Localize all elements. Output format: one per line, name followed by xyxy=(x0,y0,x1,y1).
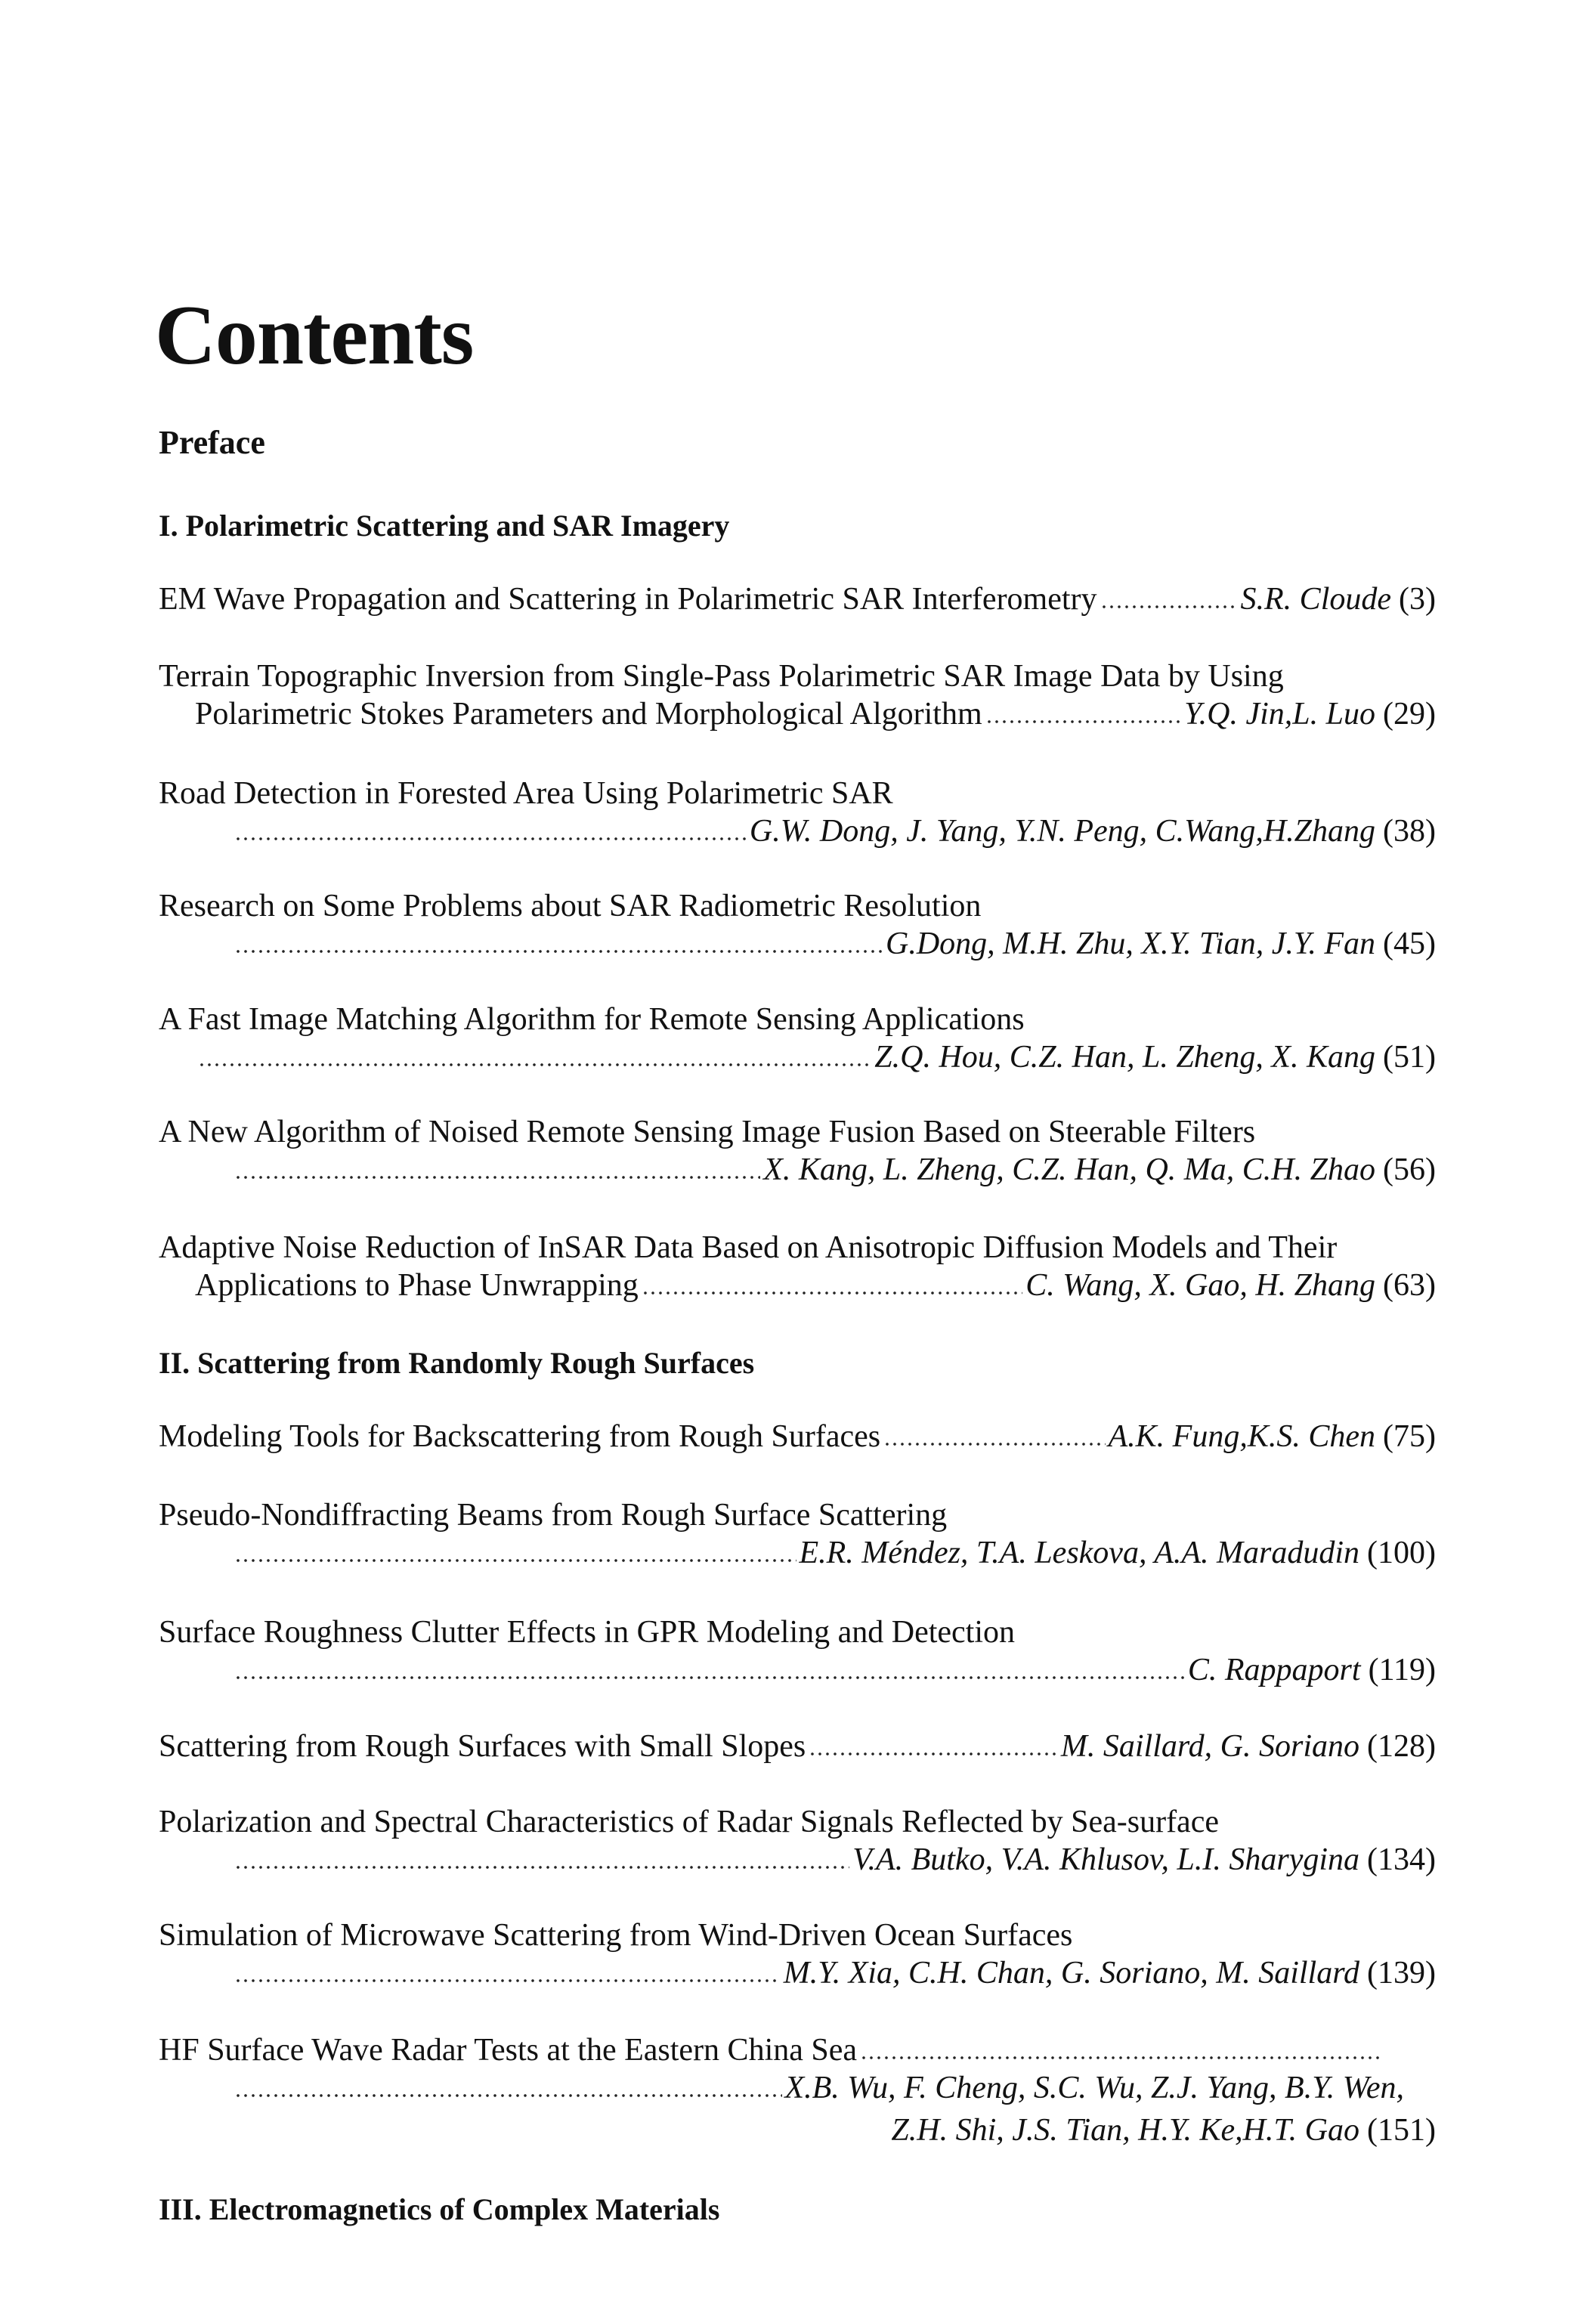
entry-title: EM Wave Propagation and Scattering in Polarimetric SAR Interferometry xyxy=(159,582,1097,617)
entry-page: (151) xyxy=(1367,2113,1436,2148)
dot-leader xyxy=(809,1752,1058,1756)
entry-page: (63) xyxy=(1383,1268,1436,1303)
section-heading: II. Scattering from Randomly Rough Surfaces xyxy=(159,1346,755,1380)
entry-authors: X.B. Wu, F. Cheng, S.C. Wu, Z.J. Yang, B.Y. Wen, xyxy=(784,2071,1404,2105)
entry-authors: S.R. Cloude xyxy=(1240,582,1392,617)
dot-leader xyxy=(985,719,1182,724)
entry-page: (119) xyxy=(1368,1653,1436,1687)
dot-leader xyxy=(234,1978,781,1983)
entry-authors: Y.Q. Jin,L. Luo xyxy=(1184,697,1376,732)
toc-entry xyxy=(159,887,1436,963)
toc-entry xyxy=(159,775,1436,850)
entry-title: Road Detection in Forested Area Using Polarimetric SAR xyxy=(159,776,893,811)
entry-authors: G.Dong, M.H. Zhu, X.Y. Tian, J.Y. Fan xyxy=(886,926,1376,961)
entry-authors: M.Y. Xia, C.H. Chan, G. Soriano, M. Saillard xyxy=(783,1956,1360,1991)
entry-title: Research on Some Problems about SAR Radiometric Resolution xyxy=(159,889,982,923)
entry-title: HF Surface Wave Radar Tests at the Eastern China Sea xyxy=(159,2033,858,2068)
toc-entry xyxy=(159,1113,1436,1189)
preface-heading: Preface xyxy=(159,424,265,461)
entry-title: Simulation of Microwave Scattering from Wind-Driven Ocean Surfaces xyxy=(159,1918,1073,1953)
entry-page: (3) xyxy=(1399,582,1436,617)
dot-leader xyxy=(234,1558,796,1563)
entry-authors: G.W. Dong, J. Yang, Y.N. Peng, C.Wang,H.Zhang xyxy=(749,814,1376,849)
entry-page: (29) xyxy=(1383,697,1436,732)
toc-entry xyxy=(159,1496,1436,1572)
section-heading: I. Polarimetric Scattering and SAR Imagery xyxy=(159,509,730,543)
entry-authors: A.K. Fung,K.S. Chen xyxy=(1108,1419,1376,1454)
toc-entry xyxy=(159,1803,1436,1879)
entry-page: (134) xyxy=(1367,1842,1436,1877)
toc-entry xyxy=(159,1229,1436,1304)
entry-title-cont: Applications to Phase Unwrapping xyxy=(195,1268,639,1303)
dot-leader xyxy=(234,837,747,841)
dot-leader xyxy=(860,2056,1380,2060)
entry-page: (128) xyxy=(1367,1729,1436,1764)
entry-page: (38) xyxy=(1383,814,1436,849)
dot-leader xyxy=(1100,605,1238,609)
toc-entry xyxy=(159,1001,1436,1076)
dot-leader xyxy=(234,949,883,954)
toc-entry xyxy=(159,1728,1436,1765)
toc-entry xyxy=(159,1418,1436,1455)
entry-title: Modeling Tools for Backscattering from Rough Surfaces xyxy=(159,1419,881,1454)
entry-title: Terrain Topographic Inversion from Single-Pass Polarimetric SAR Image Data by Using xyxy=(159,659,1284,694)
dot-leader xyxy=(642,1291,1022,1295)
entry-authors: Z.Q. Hou, C.Z. Han, L. Zheng, X. Kang xyxy=(874,1040,1376,1075)
entry-title: Polarization and Spectral Characteristics of Radar Signals Reflected by Sea-surface xyxy=(159,1805,1219,1839)
entry-title: Surface Roughness Clutter Effects in GPR Modeling and Detection xyxy=(159,1615,1016,1650)
toc-entry xyxy=(159,1613,1436,1689)
entry-page: (51) xyxy=(1383,1040,1436,1075)
entry-page: (56) xyxy=(1383,1152,1436,1187)
entry-title: A New Algorithm of Noised Remote Sensing Image Fusion Based on Steerable Filters xyxy=(159,1115,1256,1149)
entry-title-cont: Polarimetric Stokes Parameters and Morphological Algorithm xyxy=(195,697,982,732)
dot-leader xyxy=(234,1675,1185,1680)
entry-page: (45) xyxy=(1383,926,1436,961)
entry-authors-cont: Z.H. Shi, J.S. Tian, H.Y. Ke,H.T. Gao xyxy=(891,2113,1360,2148)
page-title: Contents xyxy=(155,289,474,382)
entry-title: Scattering from Rough Surfaces with Small Slopes xyxy=(159,1729,806,1764)
entry-title: A Fast Image Matching Algorithm for Remote Sensing Applications xyxy=(159,1002,1025,1037)
entry-page: (75) xyxy=(1383,1419,1436,1454)
entry-authors: V.A. Butko, V.A. Khlusov, L.I. Sharygina xyxy=(852,1842,1360,1877)
entry-title: Pseudo-Nondiffracting Beams from Rough Surface Scattering xyxy=(159,1498,948,1533)
entry-authors: E.R. Méndez, T.A. Leskova, A.A. Maradudin xyxy=(799,1536,1360,1570)
entry-title: Adaptive Noise Reduction of InSAR Data Based on Anisotropic Diffusion Models and Their xyxy=(159,1230,1338,1265)
entry-authors: M. Saillard, G. Soriano xyxy=(1060,1729,1360,1764)
entry-authors: C. Rappaport xyxy=(1187,1653,1361,1687)
dot-leader xyxy=(198,1063,871,1067)
entry-authors: C. Wang, X. Gao, H. Zhang xyxy=(1025,1268,1376,1303)
dot-leader xyxy=(234,1865,849,1870)
toc-entry xyxy=(159,657,1436,733)
section-heading: III. Electromagnetics of Complex Materials xyxy=(159,2192,720,2226)
toc-entry xyxy=(159,580,1436,618)
dot-leader xyxy=(234,1175,760,1180)
toc-entry xyxy=(159,1916,1436,1992)
toc-entry xyxy=(159,2031,1436,2149)
entry-page: (100) xyxy=(1367,1536,1436,1570)
dot-leader xyxy=(234,2093,782,2098)
dot-leader xyxy=(883,1442,1105,1446)
entry-authors: X. Kang, L. Zheng, C.Z. Han, Q. Ma, C.H. Zhao xyxy=(763,1152,1376,1187)
entry-page: (139) xyxy=(1367,1956,1436,1991)
